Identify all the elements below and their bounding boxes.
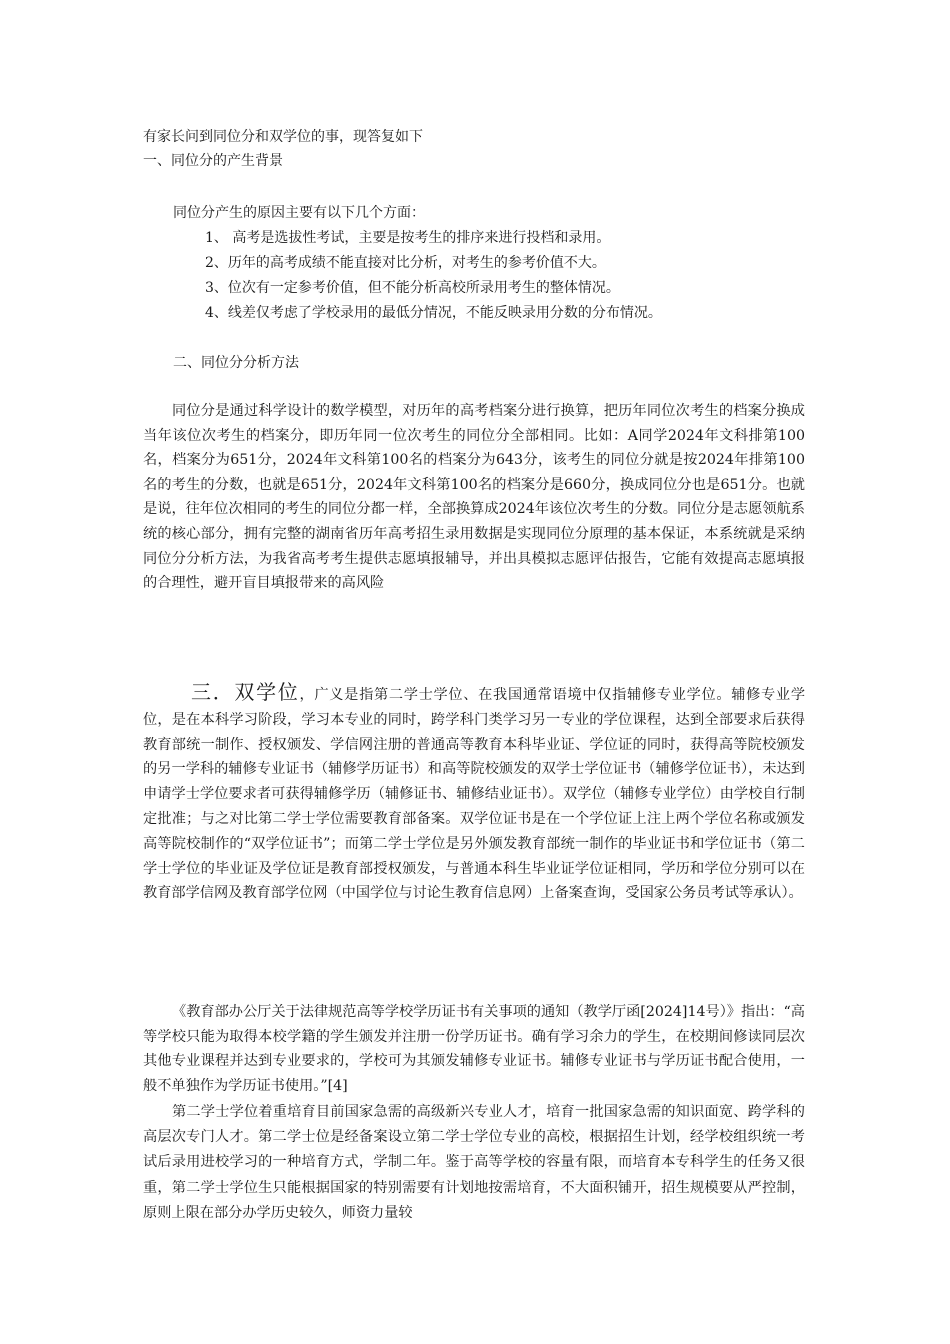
section3-heading: 三．双学位 — [191, 680, 300, 704]
section1-title: 一、同位分的产生背景 — [143, 153, 283, 169]
section3-body: ，广义是指第二学士学位、在我国通常语境中仅指辅修专业学位。辅修专业学位，是在本科学习阶段，学习本专业的同时，跨学科门类学习另一专业的学位课程，达到全部要求后获得教育部统一制作、授权颁发、学信网注册的普通高等教育本科毕业证、学位证的同时，获得高等院校颁发的另一学科的辅修专业证书（辅修学历证书）和高等院校颁发的双学士学位证书（辅修学位证书），未达到申请学士学位要求者可获得辅修学历（辅修证书、辅修结业证书）。双学位（辅修专业学位）由学校自行制定批准；与之对比第二学士学位需要教育部备案。双学位证书是在一个学位证上注上两个学位名称或颁发高等院校制作的“双学位证书”；而第二学士学位是另外颁发教育部统一制作的毕业证书和学位证书（第二学士学位的毕业证及学位证是教育部授权颁发，与普通本科生毕业证学位证相同，学历和学位分别可以在教育部学信网及教育部学位网（中国学位与讨论生教育信息网）上备案查询，受国家公务员考试等承认）。 — [143, 687, 806, 902]
section1-item-2: 2、历年的高考成绩不能直接对比分析，对考生的参考价值不大。 — [205, 255, 606, 271]
second-degree-text: 第二学士学位着重培育目前国家急需的高级新兴专业人才，培育一批国家急需的知识面宽、跨学科的高层次专门人才。第二学士位是经备案设立第二学士学位专业的高校，根据招生计划，经学校组织统一考试后录用进校学习的一种培育方式，学制二年。鉴于高等学校的容量有限，而培育本专科学生的任务又很重，第二学士学位生只能根据国家的特别需要有计划地按需培育，不大面积铺开，招生规模要从严控制，原则上限在部分办学历史较久，师资力量较 — [143, 1104, 805, 1221]
section1-lead: 同位分产生的原因主要有以下几个方面： — [173, 205, 425, 221]
section2-title: 二、同位分分析方法 — [173, 355, 299, 371]
section1-item-1: 1、 高考是选拔性考试，主要是按考生的排序来进行投档和录用。 — [205, 230, 611, 246]
notice-text: 《教育部办公厅关于法律规范高等学校学历证书有关事项的通知（教学厅函[2024]14号）》指出：“高等学校只能为取得本校学籍的学生颁发并注册一份学历证书。确有学习余力的学生，在校期间修读同层次其他专业课程并达到专业要求的，学校可为其颁发辅修专业证书。辅修专业证书与学历证书配合使用，一般不单独作为学历证书使用。”[4] — [143, 1004, 805, 1094]
section3-text — [143, 680, 805, 906]
section2-body: 同位分是通过科学设计的数学模型，对历年的高考档案分进行换算，把历年同位次考生的档案分换成当年该位次考生的档案分，即历年同一位次考生的同位分全部相同。比如：A同学2024年文科排第100名，档案分为651分，2024年文科第100名的档案分为643分，该考生的同位分就是按2024年排第100名的考生的分数，也就是651分，2024年文科第100名的档案分是660分，换成同位分也是651分。也就是说，往年位次相同的考生的同位分都一样，全部换算成2024年该位次考生的分数。同位分是志愿领航系统的核心部分，拥有完整的湖南省历年高考招生录用数据是实现同位分原理的基本保证，本系统就是采纳同位分分析方法，为我省高考考生提供志愿填报辅导，并出具模拟志愿评估报告，它能有效提高志愿填报的合理性，避开盲目填报带来的高风险 — [143, 403, 805, 592]
notice-paragraph — [143, 1000, 805, 1098]
section1-item-3: 3、位次有一定参考价值，但不能分析高校所录用考生的整体情况。 — [205, 280, 620, 296]
section3-paragraph — [143, 680, 805, 906]
intro-line: 有家长问到同位分和双学位的事，现答复如下 — [143, 129, 423, 145]
section1-item-4: 4、线差仅考虑了学校录用的最低分情况，不能反映录用分数的分布情况。 — [205, 305, 662, 321]
second-degree-paragraph — [143, 1100, 805, 1226]
section2-paragraph — [143, 399, 805, 596]
